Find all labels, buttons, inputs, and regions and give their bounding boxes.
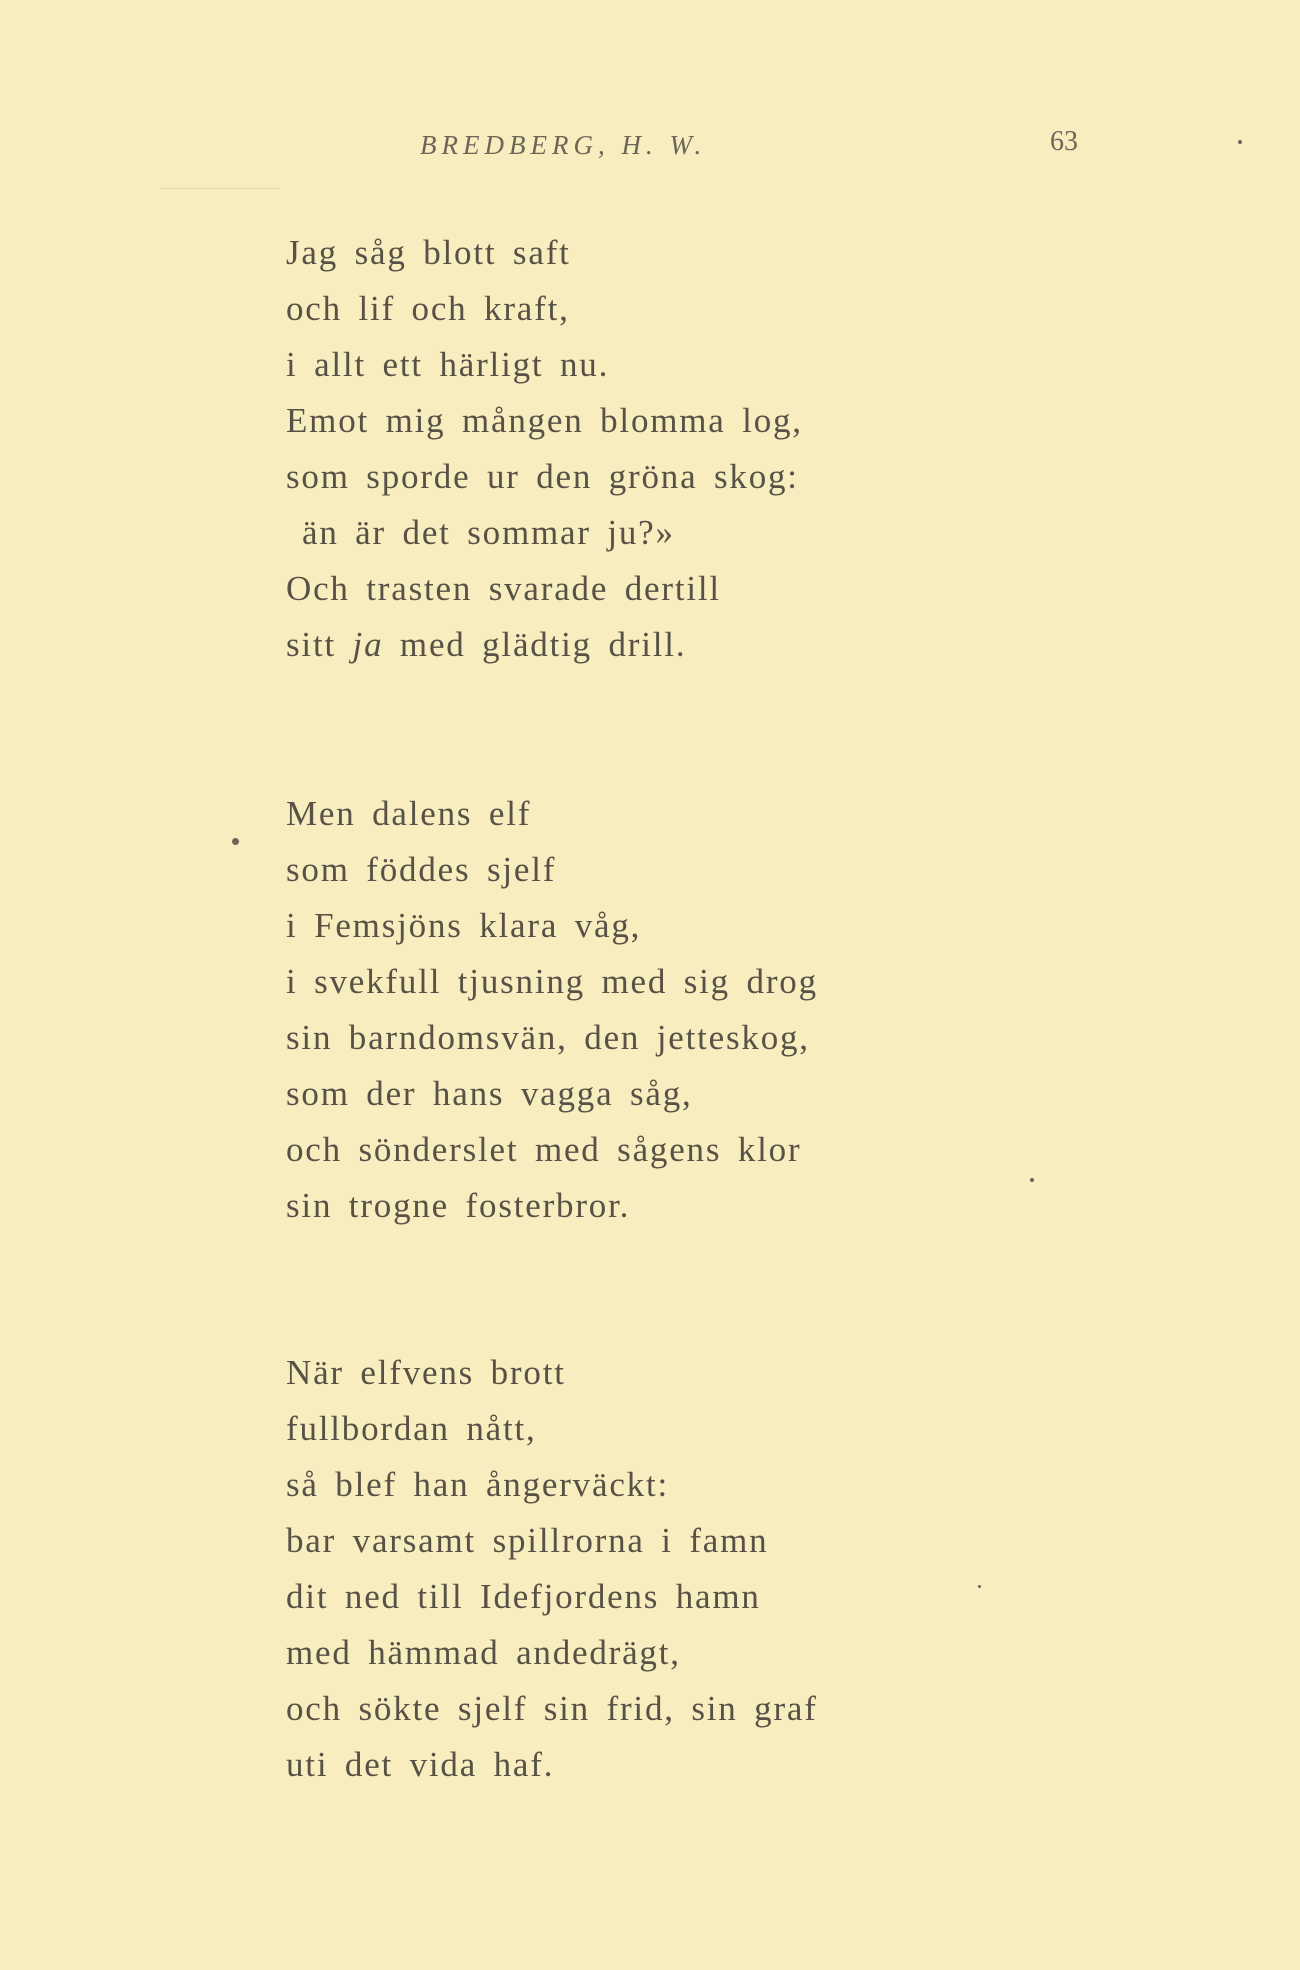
page-number: 63 [1050, 126, 1078, 157]
poem-line: Och trasten svarade dertill [286, 569, 721, 608]
poem-line: Emot mig mången blomma log, [286, 401, 803, 440]
poem-line: så blef han ångerväckt: [286, 1465, 669, 1504]
poem-line-emphasis: ja [352, 625, 384, 664]
poem-stanza-2 [286, 786, 818, 1234]
page-smudge [160, 188, 280, 189]
poem-line: Jag såg blott saft [286, 233, 571, 272]
poem-line: och lif och kraft, [286, 289, 570, 328]
ink-speck [1030, 1178, 1034, 1182]
running-header: BREDBERG, H. W. [420, 130, 707, 160]
poem-line: bar varsamt spillrorna i famn [286, 1521, 769, 1560]
poem-line: som sporde ur den gröna skog: [286, 457, 799, 496]
poem-line: När elfvens brott [286, 1353, 566, 1392]
poem-line: i svekfull tjusning med sig drog [286, 962, 818, 1001]
poem-line: sin trogne fosterbror. [286, 1186, 631, 1225]
ink-speck [978, 1585, 981, 1588]
poem-line: och sökte sjelf sin frid, sin graf [286, 1689, 818, 1728]
poem-line: som der hans vagga såg, [286, 1074, 693, 1113]
poem-line: med hämmad andedrägt, [286, 1633, 681, 1672]
poem-line: i allt ett härligt nu. [286, 345, 610, 384]
ink-speck [232, 838, 239, 845]
poem-line: sin barndomsvän, den jetteskog, [286, 1018, 810, 1057]
poem-line: uti det vida haf. [286, 1745, 555, 1784]
poem-line: än är det sommar ju?» [302, 513, 675, 552]
poem-line: i Femsjöns klara våg, [286, 906, 642, 945]
poem-line-text: sitt [286, 625, 353, 664]
poem-line: dit ned till Idefjordens hamn [286, 1577, 761, 1616]
poem-line: och sönderslet med sågens klor [286, 1130, 802, 1169]
poem-line: fullbordan nått, [286, 1409, 537, 1448]
ink-speck [1238, 140, 1242, 144]
poem-line-text: med glädtig drill. [383, 625, 687, 664]
poem-stanza-3 [286, 1345, 818, 1793]
poem-line [286, 617, 803, 673]
poem-line: som föddes sjelf [286, 850, 557, 889]
poem-line: Men dalens elf [286, 794, 532, 833]
poem-stanza-1 [286, 225, 803, 673]
